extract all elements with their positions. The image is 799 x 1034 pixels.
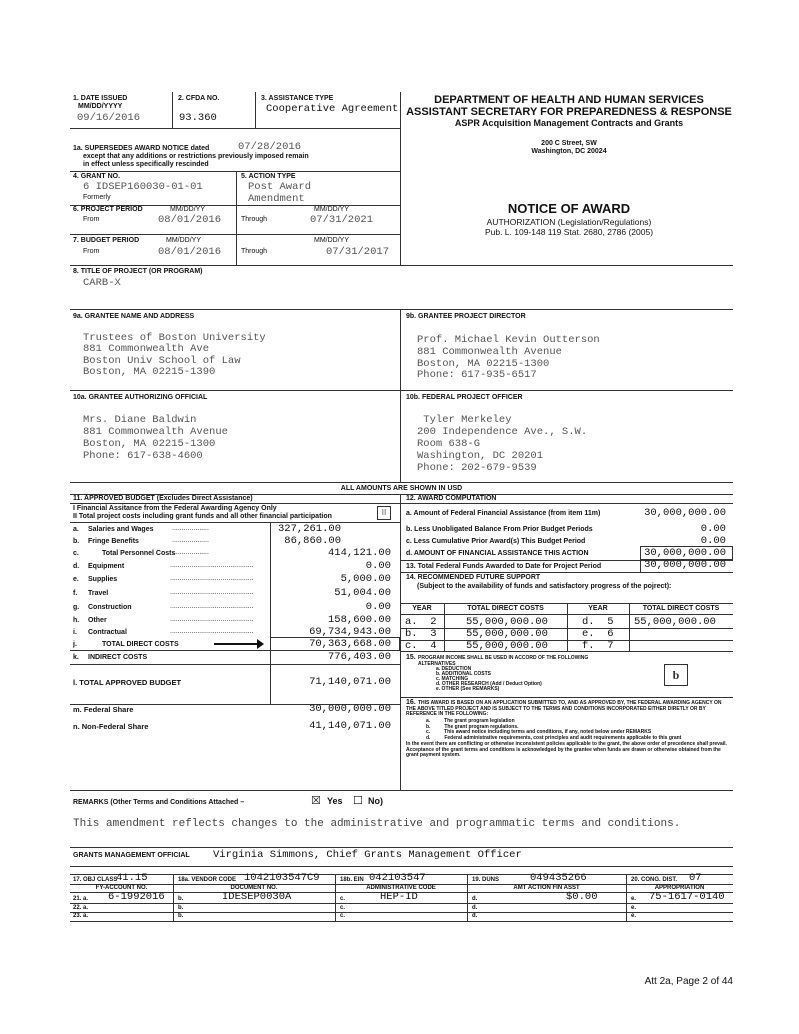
project-period-format: MM/DD/YY	[170, 206, 205, 213]
row21-document: IDESEP0030A	[222, 891, 292, 903]
supersedes-date: 07/28/2016	[238, 141, 302, 153]
row23-b: b.	[178, 913, 184, 919]
divider	[400, 572, 733, 573]
divider	[70, 128, 400, 129]
award-computation-label: 12. AWARD COMPUTATION	[406, 495, 497, 502]
program-income-number: 15.	[406, 654, 416, 661]
date-issued-label: 1. DATE ISSUED	[73, 95, 128, 102]
tdc-header-left: TOTAL DIRECT COSTS	[467, 605, 544, 612]
program-income-d: d. OTHER RESEARCH (Add / Deduct Option)	[436, 681, 542, 687]
federal-share-label: m. Federal Share	[73, 705, 134, 714]
budget-row-key: b.	[73, 538, 80, 545]
row23-d: d.	[472, 913, 478, 919]
notice-of-award-title: NOTICE OF AWARD	[507, 201, 631, 216]
formerly-label: Formerly	[83, 194, 111, 201]
budget-row-key: c.	[73, 550, 79, 557]
remarks-label: REMARKS (Other Terms and Conditions Attached –	[73, 799, 245, 806]
row21-fy-account: 6-1992016	[108, 891, 165, 903]
director-line3: Boston, MA 02215-1300	[417, 358, 550, 370]
total-funds-label: 13. Total Federal Funds Awarded to Date for Project Period	[406, 563, 602, 570]
budget-option-box: II	[377, 506, 391, 520]
award-c-value: 0.00	[700, 535, 726, 547]
future-support-label: 14. RECOMMENDED FUTURE SUPPORT	[406, 574, 541, 581]
budget-from-label: From	[83, 248, 100, 255]
amounts-usd-note: ALL AMOUNTS ARE SHOWN IN USD	[340, 485, 463, 492]
no-label: No)	[368, 796, 383, 806]
divider	[400, 309, 401, 482]
budget-row-key: j.	[73, 641, 77, 648]
row22-b: b.	[178, 905, 184, 911]
budget-from-value: 08/01/2016	[158, 246, 222, 258]
date-issued-format: MM/DD/YYYY	[78, 103, 123, 110]
remarks-text: This amendment reflects changes to the administrative and programmatic terms and conditions.	[73, 818, 681, 830]
budget-row-value: 86,860.00	[284, 535, 341, 547]
future-year-left: b. 3	[405, 628, 437, 640]
budget-row-key: h.	[73, 617, 80, 624]
future-tdc-left: 55,000,000.00	[466, 640, 548, 652]
budget-row-name: Supplies	[88, 576, 118, 583]
grantee-line2: 881 Commonwealth Ave	[83, 343, 210, 355]
divider	[626, 874, 627, 922]
award-d-label: d. AMOUNT OF FINANCIAL ASSISTANCE THIS ACTION	[406, 550, 589, 557]
dept-line3: ASPR Acquisition Management Contracts and Grants	[454, 118, 684, 128]
row21-e: e.	[631, 896, 637, 902]
grantee-line3: Boston Univ School of Law	[83, 355, 241, 367]
obj-class-value: 41.15	[116, 872, 148, 884]
divider	[70, 664, 400, 665]
officer-line3: Room 638-G	[417, 438, 481, 450]
cfda-label: 2. CFDA NO.	[178, 95, 220, 102]
divider	[400, 494, 401, 790]
divider	[70, 265, 733, 266]
terms-number: 16.	[406, 699, 416, 706]
program-income-b: b. ADDITIONAL COSTS	[436, 671, 491, 677]
project-period-format2: MM/DD/YY	[314, 206, 349, 213]
budget-row-name: TOTAL DIRECT COSTS	[102, 641, 179, 648]
future-tdc-left: 55,000,000.00	[466, 616, 548, 628]
address-line1: 200 C Street, SW	[541, 140, 597, 147]
divider	[255, 92, 256, 128]
dept-line2: ASSISTANT SECRETARY FOR PREPAREDNESS & RESPONSE	[406, 106, 732, 118]
budget-row-total: 158,600.00	[327, 614, 391, 626]
program-income-e: e. OTHER (See REMARKS)	[436, 686, 500, 692]
total-funds-value: 30,000,000.00	[644, 559, 726, 571]
year-header-left: YEAR	[412, 605, 432, 612]
divider	[236, 171, 237, 205]
award-a-value: 30,000,000.00	[644, 507, 726, 519]
divider	[70, 482, 733, 483]
divider	[400, 651, 733, 652]
budget-row-dots: ...................	[172, 549, 209, 556]
budget-period-format: MM/DD/YY	[166, 237, 201, 244]
yes-checkbox[interactable]: ☒	[311, 794, 321, 807]
officer-line5: Phone: 202-679-9539	[417, 462, 537, 474]
future-support-sub: (Subject to the availability of funds and satisfactory progress of the pojrect):	[417, 583, 672, 590]
grantee-line1: Trustees of Boston University	[83, 332, 266, 344]
award-d-value: 30,000,000.00	[644, 547, 726, 559]
total-approved-budget-label: l. TOTAL APPROVED BUDGET	[73, 678, 182, 687]
vendor-code-label: 18a. VENDOR CODE	[178, 877, 237, 883]
fy-account-header: FY-ACCOUNT NO.	[95, 885, 148, 891]
future-year-left: a. 2	[405, 616, 437, 628]
program-income-text2: ALTERNATIVES	[418, 661, 456, 667]
budget-row-total: 776,403.00	[327, 651, 391, 663]
non-federal-share-value: 41,140,071.00	[309, 720, 391, 732]
grantee-line4: Boston, MA 02215-1390	[83, 366, 216, 378]
divider	[70, 903, 733, 904]
budget-row-total: 51,004.00	[334, 587, 391, 599]
divider	[335, 874, 336, 922]
authorization-law: Pub. L. 109-148 119 Stat. 2680, 2786 (2005)	[484, 227, 654, 237]
terms-footer: In the event there are conflicting or otherwise inconsistent policies applicable to the grant, the above order of precedence shall prevail. Acceptance of the grant terms and conditions is acknowledged by the grantee when funds are drawn or otherwise obtained from the grant payment system.	[406, 741, 727, 758]
budget-row-total: 0.00	[365, 601, 391, 613]
page-footer: Att 2a, Page 2 of 44	[644, 976, 733, 987]
row21-key: 21. a.	[73, 896, 89, 902]
supersedes-label: 1a. SUPERSEDES AWARD NOTICE dated	[73, 145, 210, 152]
total-approved-budget-value: 71,140,071.00	[309, 676, 391, 688]
yes-label: Yes	[327, 796, 343, 806]
budget-row-name: INDIRECT COSTS	[88, 654, 148, 661]
project-from-label: From	[83, 216, 100, 223]
divider	[467, 874, 468, 922]
budget-row-dots: ...........................................	[170, 628, 254, 635]
divider	[400, 628, 733, 629]
row21-appropriation: 75-1617-0140	[649, 891, 725, 903]
project-director-label: 9b. GRANTEE PROJECT DIRECTOR	[406, 313, 526, 320]
divider	[70, 847, 733, 848]
arrow-right-icon	[257, 639, 264, 649]
grant-no-label: 4. GRANT NO.	[73, 173, 121, 180]
grantee-name-label: 9a. GRANTEE NAME AND ADDRESS	[73, 313, 195, 320]
budget-row-key: d.	[73, 563, 80, 570]
budget-row-dots: ...........................................	[170, 589, 254, 596]
future-year-right: e. 6	[582, 628, 614, 640]
official-line3: Boston, MA 02215-1300	[83, 438, 216, 450]
action-type-label: 5. ACTION TYPE	[241, 173, 296, 180]
budget-through-value: 07/31/2017	[326, 246, 390, 258]
divider	[400, 640, 733, 641]
future-year-right: d. 5	[582, 616, 614, 628]
divider	[70, 503, 400, 504]
row21-d: d.	[472, 896, 478, 902]
amt-action-header: AMT ACTION FIN ASST	[513, 885, 580, 891]
officer-line1: Tyler Merkeley	[417, 414, 512, 426]
date-issued-value: 09/16/2016	[77, 112, 141, 124]
future-year-right: f. 7	[582, 640, 614, 652]
budget-row-total: 70,363,668.00	[309, 638, 391, 650]
terms-c: c. This award notice including terms and conditions, if any, noted below under REMARKS	[426, 729, 652, 735]
arrow-line	[214, 643, 260, 645]
budget-row-name: Total Personnel Costs	[102, 550, 176, 557]
divider	[70, 309, 733, 310]
budget-row-name: Travel	[88, 590, 109, 597]
budget-row-total: 414,121.00	[327, 547, 391, 559]
row23-e: e.	[631, 913, 637, 919]
terms-b: b. The grant program regulations.	[426, 723, 519, 730]
assistance-type-label: 3. ASSISTANCE TYPE	[261, 95, 334, 102]
divider	[70, 790, 733, 791]
document-no-header: DOCUMENT NO.	[230, 885, 278, 891]
divider	[236, 205, 237, 265]
terms-d: d. Federal administrative requirements, cost principles and audit requirements applicable to this grant	[426, 734, 682, 741]
row21-admin-code: HEP-ID	[380, 891, 418, 903]
divider	[172, 92, 173, 128]
budget-row-name: Contractual	[88, 629, 127, 636]
row22-e: e.	[631, 905, 637, 911]
divider	[70, 650, 400, 651]
official-line4: Phone: 617-638-4600	[83, 450, 203, 462]
non-federal-share-label: n. Non-Federal Share	[73, 722, 149, 731]
supersedes-note1: except that any additions or restrictions previously imposed remain	[83, 153, 309, 160]
cong-dist-value: 07	[689, 872, 702, 884]
budget-row-dots: ...........................................	[170, 616, 254, 623]
director-line2: 881 Commonwealth Avenue	[417, 346, 562, 358]
budget-row-key: i.	[73, 629, 77, 636]
address-line2: Washington, DC 20024	[531, 148, 607, 155]
admin-code-header: ADMINISTRATIVE CODE	[366, 885, 436, 891]
total-direct-costs-box	[270, 637, 400, 651]
budget-row-dots: ...........................................	[170, 562, 254, 569]
row22-d: d.	[472, 905, 478, 911]
official-line1: Mrs. Diane Baldwin	[83, 414, 197, 426]
budget-row-key: f.	[73, 590, 78, 597]
grant-no-value: 6 IDSEP160030-01-01	[83, 181, 203, 193]
row21-b: b.	[178, 896, 184, 902]
year-header-right: YEAR	[588, 605, 608, 612]
authorization-label: AUTHORIZATION (Legislation/Regulations)	[486, 217, 652, 227]
action-type-value2: Amendment	[248, 193, 305, 205]
divider	[444, 603, 445, 651]
budget-row-name: Equipment	[88, 563, 125, 570]
cong-dist-label: 20. CONG. DIST.	[631, 877, 678, 883]
budget-option-ii: II Total project costs including grant funds and all other financial participation	[73, 513, 332, 520]
tdc-header-right: TOTAL DIRECT COSTS	[642, 605, 720, 612]
project-through-value: 07/31/2021	[310, 214, 374, 226]
program-income-c: c. MATCHING	[436, 676, 469, 682]
budget-through-label: Through	[241, 248, 268, 255]
award-c-label: c. Less Cumulative Prior Award(s) This Budget Period	[406, 538, 586, 545]
row23-c: c.	[340, 913, 346, 919]
gmo-label: GRANTS MANAGEMENT OFFICIAL	[73, 852, 190, 859]
budget-row-name: Salaries and Wages	[88, 526, 154, 533]
director-line1: Prof. Michael Kevin Outterson	[417, 334, 600, 346]
divider	[173, 874, 174, 922]
project-period-label: 6. PROJECT PERIOD	[73, 206, 143, 213]
no-checkbox[interactable]: ☐	[353, 794, 363, 807]
budget-row-dots: ...................	[172, 525, 209, 532]
budget-row-key: a.	[73, 526, 79, 533]
row23-key: 23. a.	[73, 913, 89, 919]
budget-row-dots: ...........................................	[170, 575, 254, 582]
officer-line2: 200 Independence Ave., S.W.	[417, 426, 588, 438]
project-officer-label: 10b. FEDERAL PROJECT OFFICER	[406, 394, 523, 401]
award-b-label: b. Less Unobligated Balance From Prior Budget Periods	[406, 526, 593, 533]
duns-value: 049435266	[530, 872, 587, 884]
budget-row-name: Other	[88, 617, 107, 624]
budget-row-name: Fringe Benefits	[88, 538, 139, 545]
duns-label: 19. DUNS	[472, 877, 500, 883]
project-from-value: 08/01/2016	[158, 214, 222, 226]
row21-amt: $0.00	[566, 891, 598, 903]
dept-line1: DEPARTMENT OF HEALTH AND HUMAN SERVICES	[434, 94, 704, 106]
program-income-box: b	[664, 664, 688, 686]
budget-row-dots: ...........................................	[170, 603, 254, 610]
budget-row-total: 69,734,943.00	[309, 626, 391, 638]
program-income-text: PROGRAM INCOME SHALL BE USED IN ACCORD OF THE FOLLOWING	[418, 655, 589, 661]
assistance-type-value: Cooperative Agreement	[266, 103, 399, 115]
row22-key: 22. a.	[73, 905, 89, 911]
award-b-value: 0.00	[700, 523, 726, 535]
row21-c: c.	[340, 896, 346, 902]
divider	[70, 390, 733, 391]
divider	[400, 697, 733, 698]
officer-line4: Washington, DC 20201	[417, 450, 544, 462]
approved-budget-label: 11. APPROVED BUDGET (Excludes Direct Assistance)	[73, 495, 253, 502]
budget-row-value: 327,261.00	[277, 523, 341, 535]
budget-row-dots: ...................	[172, 537, 209, 544]
obj-class-label: 17. OBJ CLASS	[73, 877, 118, 883]
budget-row-key: k.	[73, 654, 79, 661]
terms-text: THIS AWARD IS BASED ON AN APPLICATION SUBMITTED TO, AND AS APPROVED BY, THE FEDERAL AWARDING AGENCY ON THE ABOVE TITLED PROJECT AND IS SUBJECT TO THE TERMS AND CONDITIONS INCORPORATED EITHER DIRETLY OR BY REFERENCE IN THE FOLLOWING:	[406, 700, 722, 717]
appropriation-header: APPROPRIATION	[654, 885, 705, 891]
project-through-label: Through	[241, 216, 268, 223]
authorizing-official-label: 10a. GRANTEE AUTHORIZING OFFICIAL	[73, 394, 208, 401]
budget-period-format2: MM/DD/YY	[314, 237, 349, 244]
ein-label: 18b. EIN	[340, 877, 364, 883]
award-a-label: a. Amount of Federal Financial Assistance (from item 11m)	[406, 510, 601, 517]
terms-a: a. The grant program legislation	[426, 718, 515, 724]
future-year-left: c. 4	[405, 640, 437, 652]
supersedes-note2: in effect unless specifically rescinded	[83, 161, 209, 168]
budget-row-total: 0.00	[365, 560, 391, 572]
future-tdc-left: 55,000,000.00	[466, 628, 548, 640]
director-line4: Phone: 617-935-6517	[417, 369, 537, 381]
divider	[70, 866, 733, 867]
official-line2: 881 Commonwealth Avenue	[83, 426, 228, 438]
federal-share-value: 30,000,000.00	[309, 703, 391, 715]
divider	[567, 603, 568, 651]
project-title-label: 8. TITLE OF PROJECT (OR PROGRAM)	[73, 268, 203, 275]
divider	[70, 234, 400, 235]
future-tdc-right: 55,000,000.00	[634, 616, 716, 628]
budget-option-i: I Financial Assitance from the Federal Awarding Agency Only	[73, 505, 277, 512]
divider	[70, 171, 400, 172]
budget-row-total: 5,000.00	[340, 573, 391, 585]
action-type-value1: Post Award	[248, 181, 312, 193]
gmo-value: Virginia Simmons, Chief Grants Management Officer	[213, 849, 522, 861]
budget-row-name: Construction	[88, 604, 132, 611]
row22-c: c.	[340, 905, 346, 911]
budget-period-label: 7. BUDGET PERIOD	[73, 237, 140, 244]
divider	[629, 603, 630, 651]
divider	[70, 921, 733, 922]
cfda-value: 93.360	[179, 112, 217, 124]
ein-value: 042103547	[369, 872, 426, 884]
vendor-code-value: 1042103547C9	[244, 872, 320, 884]
program-income-a: a. DEDUCTION	[436, 666, 472, 672]
divider	[400, 503, 733, 504]
budget-row-key: g.	[73, 604, 80, 611]
project-title-value: CARB-X	[83, 277, 121, 289]
budget-row-key: e.	[73, 576, 79, 583]
